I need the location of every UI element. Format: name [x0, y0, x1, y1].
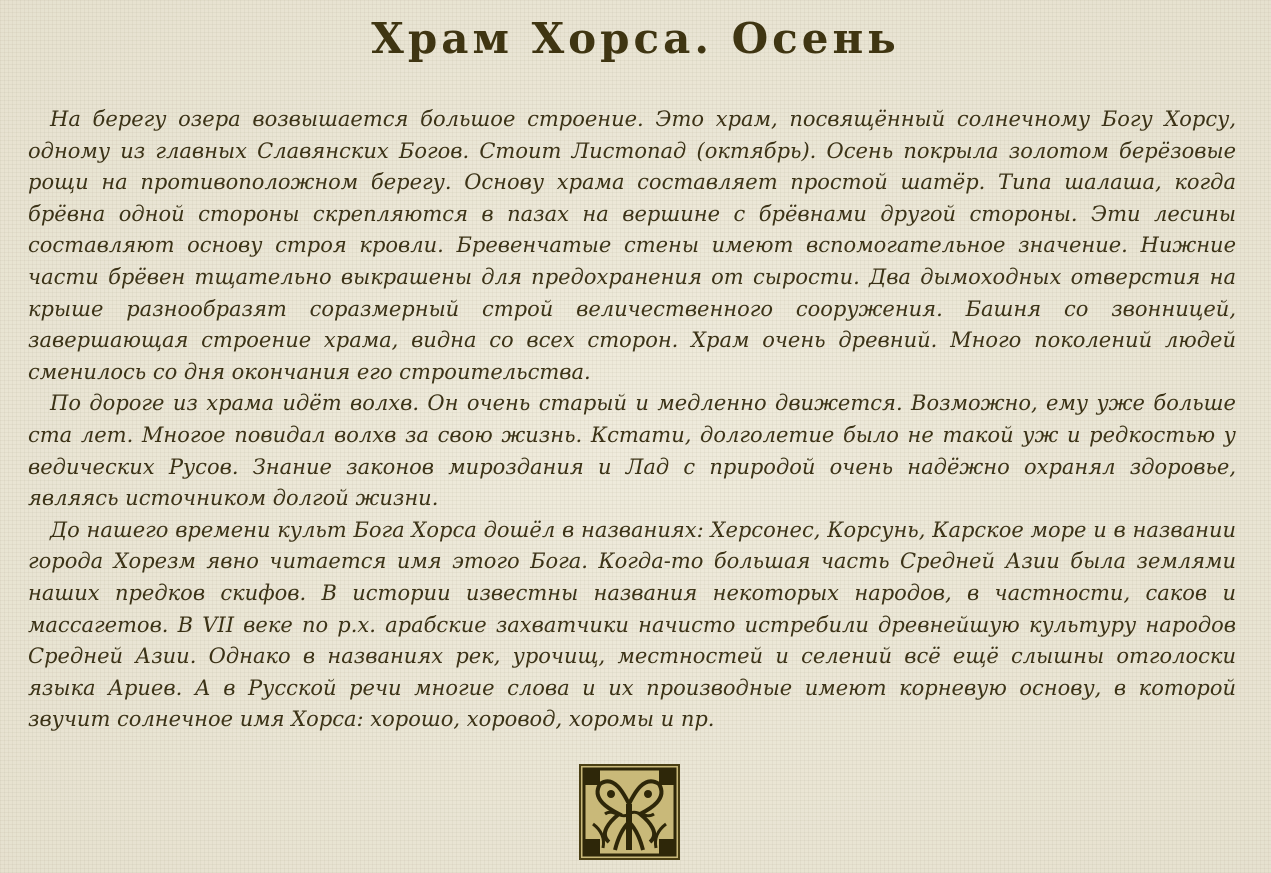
paragraph: До нашего времени культ Бога Хорса дошёл в названиях: Херсонес, Корсунь, Карское море и в названии города Хорезм явно читается имя этого Бога. Когда-то большая часть Средней Азии была землями наших предков скифов. В истории известны названия некоторых народов, в частности, саков и массагетов. В VII веке по р.х. арабские захватчики начисто истребили древнейшую культуру народов Средней Азии. Однако в названиях рек, урочищ, местностей и селений всё ещё слышны отголоски языка Ариев. А в Русской речи многие слова и их производные имеют корневую основу, в которой звучит солнечное имя Хорса: хорошо, хоровод, хоромы и пр.: [28, 517, 1236, 732]
page-title: Храм Хорса. Осень: [371, 14, 900, 63]
article-body: [28, 104, 1236, 736]
paragraph: По дороге из храма идёт волхв. Он очень старый и медленно движется. Возможно, ему уже больше ста лет. Многое повидал волхв за свою жизнь. Кстати, долголетие было не такой уж и редкостью у ведических Русов. Знание законов мироздания и Лад с природой очень надёжно охранял здоровье, являясь источником долгой жизни.: [28, 391, 1236, 511]
celtic-knot-ornament-icon: [579, 764, 680, 860]
paragraph: На берегу озера возвышается большое строение. Это храм, посвящённый солнечному Богу Хорсу, одному из главных Славянских Богов. Стоит Листопад (октябрь). Осень покрыла золотом берёзовые рощи на противоположном берегу. Основу храма составляет простой шатёр. Типа шалаша, когда брёвна одной стороны скрепляются в пазах на вершине с брёвнами другой стороны. Эти лесины составляют основу строя кровли. Бревенчатые стены имеют вспомогательное значение. Нижние части брёвен тщательно выкрашены для предохранения от сырости. Два дымоходных отверстия на крыше разнообразят соразмерный строй величественного сооружения. Башня со звонницей, завершающая строение храма, видна со всех сторон. Храм очень древний. Много поколений людей сменилось со дня окончания его строительства.: [28, 107, 1236, 384]
